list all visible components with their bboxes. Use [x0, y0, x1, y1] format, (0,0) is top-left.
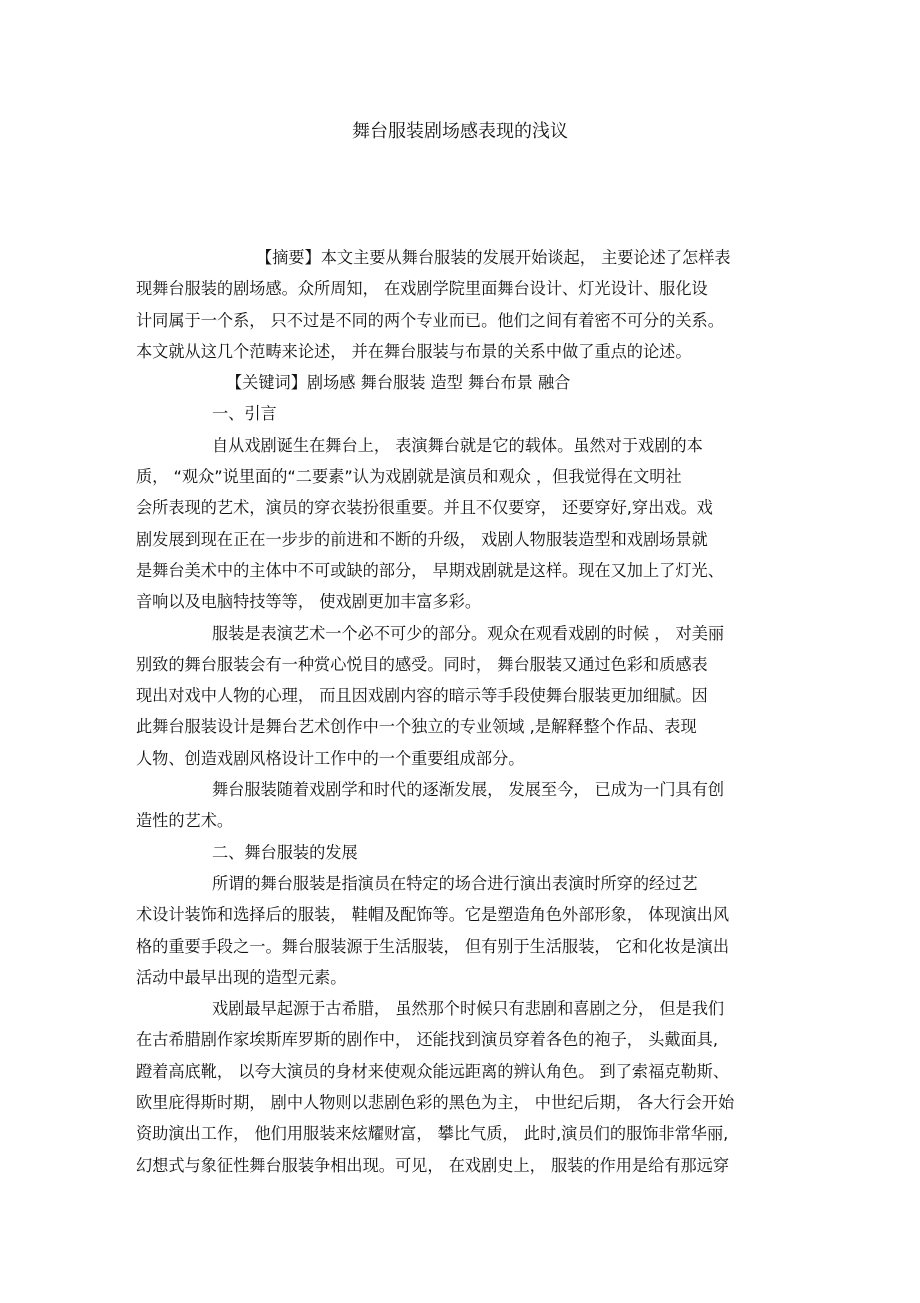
paragraph-line: 会所表现的艺术，演员的穿衣装扮很重要。并且不仅要穿， 还要穿好,穿出戏。戏: [136, 498, 713, 518]
paragraph-line: 在古希腊剧作家埃斯库罗斯的剧作中， 还能找到演员穿着各色的袍子， 头戴面具,: [136, 1030, 718, 1050]
paragraph-line: 此舞台服装设计是舞台艺术创作中一个独立的专业领域 ,是解释整个作品、表现: [136, 717, 697, 737]
paragraph-line: 活动中最早出现的造型元素。: [136, 967, 347, 987]
keywords-line: 【关键词】剧场感 舞台服装 造型 舞台布景 融合: [226, 373, 571, 393]
paragraph-line: 蹬着高底靴， 以夸大演员的身材来使观众能远距离的辨认角色。 到了索福克勒斯、: [136, 1061, 730, 1081]
paragraph-line: 人物、创造戏剧风格设计工作中的一个重要组成部分。: [136, 748, 525, 768]
paragraph-line: 术设计装饰和选择后的服装， 鞋帽及配饰等。它是塑造角色外部形象， 体现演出风: [136, 905, 730, 925]
abstract-line: 计同属于一个系， 只不过是不同的两个专业而已。他们之间有着密不可分的关系。: [136, 310, 724, 330]
paragraph-line: 是舞台美术中的主体中不可或缺的部分， 早期戏剧就是这样。现在又加上了灯光、: [136, 560, 724, 580]
paragraph-line: 欧里庇得斯时期， 剧中人物则以悲剧色彩的黑色为主， 中世纪后期， 各大行会开始: [136, 1093, 735, 1113]
document-title: 舞台服装剧场感表现的浅议: [352, 121, 568, 142]
section-heading: 一、引言: [212, 404, 277, 424]
paragraph-line: 资助演出工作， 他们用服装来炫耀财富， 攀比气质， 此时,演员们的服饰非常华丽,: [136, 1124, 729, 1144]
paragraph-line: 格的重要手段之一。舞台服装源于生活服装， 但有别于生活服装， 它和化妆是演出: [136, 936, 730, 956]
paragraph-line: 幻想式与象征性舞台服装争相出现。可见， 在戏剧史上， 服装的作用是给有那远穿: [136, 1155, 730, 1175]
paragraph-line: 舞台服装随着戏剧学和时代的逐渐发展， 发展至今， 已成为一门具有创: [212, 780, 725, 800]
section-heading: 二、舞台服装的发展: [212, 842, 358, 862]
paragraph-line: 别致的舞台服装会有一种赏心悦目的感受。同时， 舞台服装又通过色彩和质感表: [136, 654, 708, 674]
abstract-line: 现舞台服装的剧场感。众所周知， 在戏剧学院里面舞台设计、灯光设计、服化设: [136, 279, 708, 299]
paragraph-line: 造性的艺术。: [136, 811, 234, 831]
paragraph-line: 剧发展到现在正在一步步的前进和不断的升级， 戏剧人物服装造型和戏剧场景就: [136, 529, 708, 549]
paragraph-line: 音响以及电脑特技等等， 使戏剧更加丰富多彩。: [136, 592, 482, 612]
paragraph-line: 自从戏剧诞生在舞台上， 表演舞台就是它的载体。虽然对于戏剧的本: [212, 435, 703, 455]
abstract-line: 【摘要】本文主要从舞台服装的发展开始谈起， 主要论述了怎样表: [256, 248, 731, 267]
document-body: [136, 242, 772, 1181]
paragraph-line: 现出对戏中人物的心理， 而且因戏剧内容的暗示等手段使舞台服装更加细腻。因: [136, 686, 708, 706]
paragraph-line: 服装是表演艺术一个必不可少的部分。观众在观看戏剧的时候 ， 对美丽: [212, 623, 725, 643]
paragraph-line: 戏剧最早起源于古希腊， 虽然那个时候只有悲剧和喜剧之分， 但是我们: [212, 999, 725, 1019]
paragraph-line: 所谓的舞台服装是指演员在特定的场合进行演出表演时所穿的经过艺: [212, 873, 698, 893]
abstract-line: 本文就从这几个范畴来论述， 并在舞台服装与布景的关系中做了重点的论述。: [136, 341, 692, 361]
paragraph-line: 质， “观众”说里面的“二要素”认为戏剧就是演员和观众 ，但我觉得在文明社: [136, 467, 682, 487]
